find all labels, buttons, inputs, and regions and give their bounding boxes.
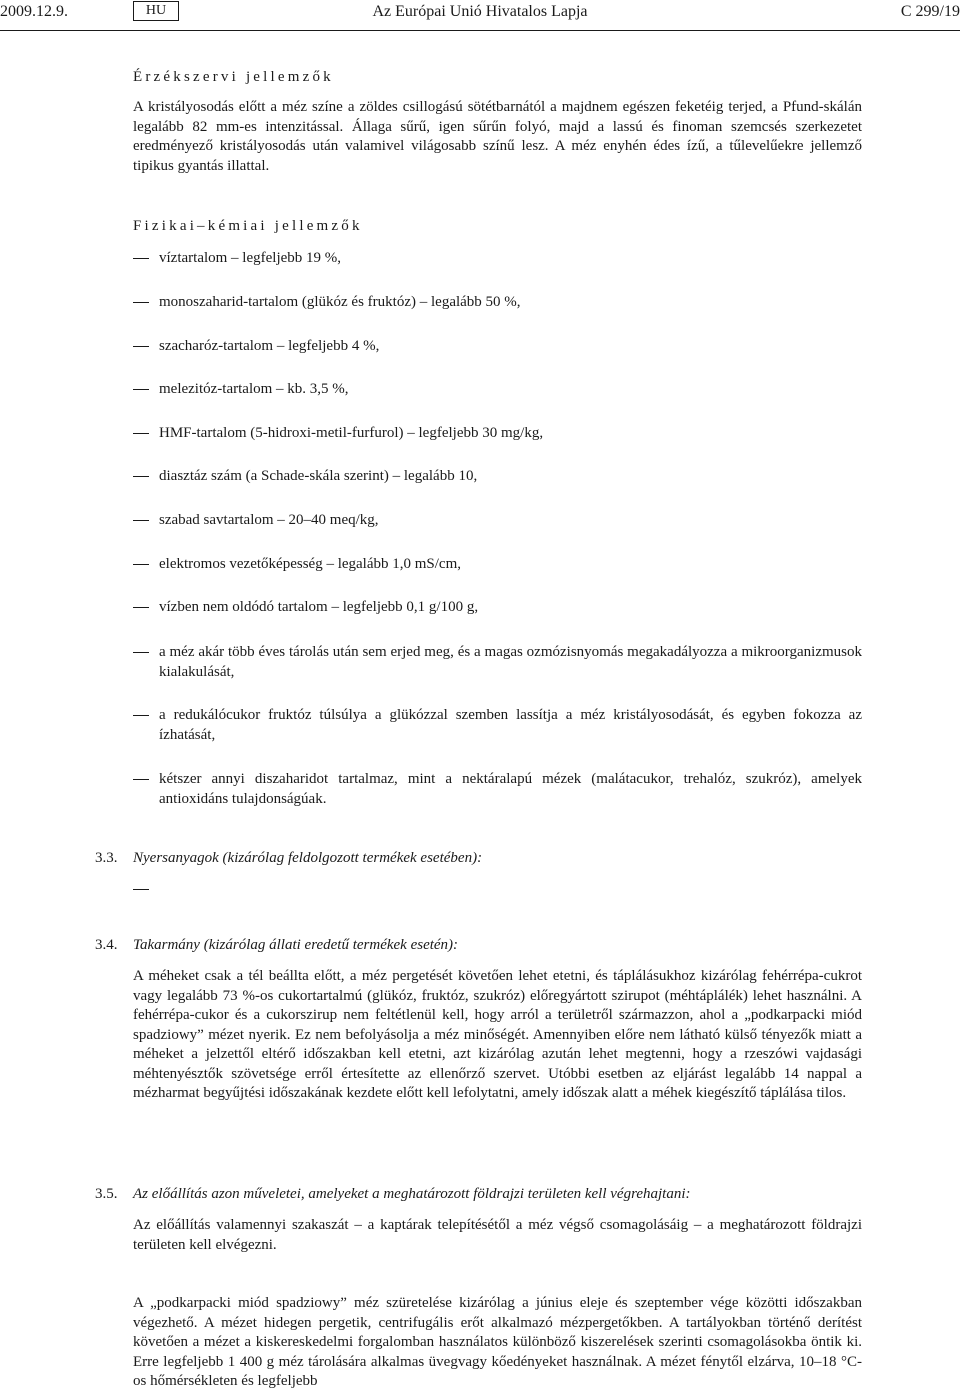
list-item: vízben nem oldódó tartalom – legfeljebb 0,1 g/100 g, [133,598,862,618]
section-number-3-4: 3.4. [95,937,118,953]
dash-bullet [133,258,149,259]
dash-bullet [133,433,149,434]
dash-bullet [133,607,149,608]
section-number-3-5: 3.5. [95,1186,118,1202]
dash-bullet [133,302,149,303]
list-item: diasztáz szám (a Schade-skála szerint) – legalább 10, [133,467,862,487]
list-item: elektromos vezetőképesség – legalább 1,0 mS/cm, [133,555,862,575]
dash-bullet [133,346,149,347]
empty-dash [133,889,149,890]
section-title-3-4: Takarmány (kizárólag állati eredetű termékek esetén): [133,937,459,953]
dash-bullet [133,715,149,716]
dash-bullet [133,779,149,780]
journal-title: Az Európai Unió Hivatalos Lapja [372,3,588,20]
section-title-3-5: Az előállítás azon műveletei, amelyeket a meghatározott földrajzi területen kell végrehajtani: [133,1186,691,1202]
list-item: szabad savtartalom – 20–40 meq/kg, [133,511,862,531]
physchem-heading: Fizikai–kémiai jellemzők [133,218,363,234]
list-item: melezitóz-tartalom – kb. 3,5 %, [133,380,862,400]
list-item: szacharóz-tartalom – legfeljebb 4 %, [133,337,862,357]
list-item: a redukálócukor fruktóz túlsúlya a glükózzal szemben lassítja a méz kristályosodását, és egyben fokozza az ízhatását, [133,706,862,745]
list-item: kétszer annyi diszaharidot tartalmaz, mint a nektáralapú mézek (malátacukor, trehalóz, szukróz), amelyek antioxidáns tulajdonságúak. [133,770,862,809]
sensory-paragraph: A kristályosodás előtt a méz színe a zöldes csillogású sötétbarnától a majdnem egészen feketéig terjed, a Pfund-skálán legalább 82 mm-es intenzitással. Állaga sűrű, igen sűrűn folyó, majd a lassú és finoman szemcsés szerkezetet eredményező kristályosodás után valamivel világosabb színű lesz. A méz enyhén édes ízű, a tűlevelűekre jellemző tipikus gyantás illattal. [133,99,862,174]
section-number-3-3: 3.3. [95,850,118,866]
list-item: víztartalom – legfeljebb 19 %, [133,249,862,269]
section-3-5-paragraph-2: A „podkarpacki miód spadziowy” méz szüretelése kizárólag a június eleje és szeptember vége közötti időszakban végezhető. A mézet hidegen pergetik, centrifugális erőt alkalmazó mézpergetőkben. A tartályokban történő derítést követően a mézet a kiskereskedelmi forgalomban használatos különböző kiszerelések szerinti csomagolásokba öntik ki. Erre legfeljebb 1 400 g méz tárolására alkalmas üvegvagy kőedényeket használnak. A mézet fénytől elzárva, 10–18 °C-os hőmérsékleten és legfeljebb [133,1295,862,1389]
list-item: HMF-tartalom (5-hidroxi-metil-furfurol) – legfeljebb 30 mg/kg, [133,424,862,444]
section-title-3-3: Nyersanyagok (kizárólag feldolgozott termékek esetében): [133,850,483,866]
dash-bullet [133,520,149,521]
section-3-5-paragraph-1: Az előállítás valamennyi szakaszát – a kaptárak telepítésétől a méz végső csomagolásáig – a meghatározott földrajzi területen kell elvégezni. [133,1217,862,1253]
dash-bullet [133,652,149,653]
language-code-box: HU [133,1,179,21]
publication-date: 2009.12.9. [0,3,68,20]
list-item: a méz akár több éves tárolás után sem erjed meg, és a magas ozmózisnyomás megakadályozza a mikroorganizmusok kialakulását, [133,643,862,682]
dash-bullet [133,476,149,477]
page-reference: C 299/19 [900,3,960,20]
dash-bullet [133,564,149,565]
dash-bullet [133,389,149,390]
page-header [0,0,960,30]
list-item: monoszaharid-tartalom (glükóz és fruktóz) – legalább 50 %, [133,293,862,313]
header-divider [0,30,960,31]
sensory-heading: Érzékszervi jellemzők [133,69,334,85]
section-3-4-paragraph: A méheket csak a tél beállta előtt, a méz pergetését követően lehet etetni, és táplálásukhoz kizárólag fehérrépa-cukrot vagy legalább 73 %-os cukortartalmú (glükóz, fruktóz, szukróz) előregyártott szirupot (méhtáplálék) lehet használni. A fehérrépa-cukor és a cukorszirup nem feltétlenül kell, hogy arról a területről származzon, ahol a „podkarpacki miód spadziowy” mézet nyerik. Ez nem befolyásolja a méz minőségét. Amennyiben előre nem látható külső tényezők miatt a méheket a jelzettől eltérő időszakban kell etetni, azt kizárólag azután lehet megtenni, hogy a rzeszówi vajdasági méhtenyésztők szövetsége erről értesítette az ellenőrző szervet. Utóbbi esetben az eljárást legalább 14 nappal a mézharmat begyűjtési időszakának kezdete előtt kell lefolytatni, amely időszak alatt a méhek kiegészítő táplálása tilos. [133,968,862,1101]
